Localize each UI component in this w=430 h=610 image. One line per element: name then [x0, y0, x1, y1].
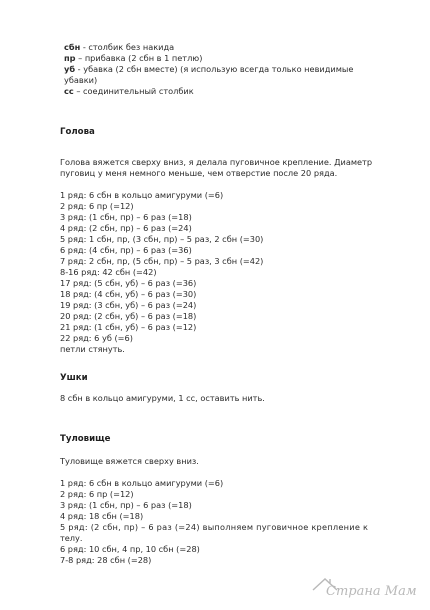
legend-text: - убавка (2 сбн вместе) (я использую всегда только невидимые	[75, 64, 354, 74]
section-title-ears: Ушки	[60, 373, 88, 383]
legend-item-pr	[64, 53, 202, 63]
head-row: 6 ряд: (4 сбн, пр) – 6 раз (=36)	[60, 245, 192, 255]
head-row: 17 ряд: (5 сбн, уб) – 6 раз (=36)	[60, 278, 197, 288]
legend-abbr: пр	[64, 53, 76, 63]
head-row: 18 ряд: (4 сбн, уб) – 6 раз (=30)	[60, 289, 197, 299]
house-roof-icon	[312, 577, 338, 591]
body-row: 7-8 ряд: 28 сбн (=28)	[60, 555, 152, 565]
legend-text: убавки)	[64, 75, 98, 85]
section-title-head: Голова	[60, 127, 95, 137]
legend-text: – соединительный столбик	[73, 86, 194, 96]
watermark-text: Страна Мам	[326, 584, 417, 599]
legend-item-sbn	[64, 42, 174, 52]
head-intro-line-1: Голова вяжется сверху вниз, я делала пуговичное крепление. Диаметр	[60, 157, 373, 167]
body-row-continued: телу.	[60, 533, 83, 543]
legend-item-ub	[64, 64, 353, 74]
body-row: 6 ряд: 10 сбн, 4 пр, 10 сбн (=28)	[60, 544, 200, 554]
head-finish: петли стянуть.	[60, 344, 125, 354]
site-watermark	[326, 584, 417, 599]
head-row: 21 ряд: (1 сбн, уб) – 6 раз (=12)	[60, 322, 197, 332]
head-row: 20 ряд: (2 сбн, уб) – 6 раз (=18)	[60, 311, 197, 321]
body-row: 2 ряд: 6 пр (=12)	[60, 489, 134, 499]
legend-abbr: сбн	[64, 42, 81, 52]
legend-item-ub-continued	[64, 75, 97, 85]
legend-abbr: уб	[64, 64, 76, 74]
legend-item-ss	[64, 86, 194, 96]
head-row: 19 ряд: (3 сбн, уб) – 6 раз (=24)	[60, 300, 197, 310]
legend-abbr: сс	[64, 86, 74, 96]
body-row: 1 ряд: 6 сбн в кольцо амигуруми (=6)	[60, 478, 224, 488]
head-row: 1 ряд: 6 сбн в кольцо амигуруми (=6)	[60, 190, 224, 200]
head-row: 22 ряд: 6 уб (=6)	[60, 333, 133, 343]
head-row: 4 ряд: (2 сбн, пр) – 6 раз (=24)	[60, 223, 192, 233]
body-row: 3 ряд: (1 сбн, пр) – 6 раз (=18)	[60, 500, 192, 510]
section-title-body: Туловище	[60, 434, 111, 444]
legend-text: - столбик без накида	[80, 42, 175, 52]
body-row: 5 ряд: (2 сбн, пр) – 6 раз (=24) выполняем пуговичное крепление к	[60, 522, 369, 532]
head-row: 3 ряд: (1 сбн, пр) – 6 раз (=18)	[60, 212, 192, 222]
head-row: 8-16 ряд: 42 сбн (=42)	[60, 267, 157, 277]
head-intro-line-2: пуговиц у меня немного меньше, чем отверстие после 20 ряда.	[60, 168, 338, 178]
body-intro: Туловище вяжется сверху вниз.	[60, 456, 199, 466]
ears-text: 8 сбн в кольцо амигуруми, 1 сс, оставить нить.	[60, 393, 265, 403]
head-row: 2 ряд: 6 пр (=12)	[60, 201, 134, 211]
body-row: 4 ряд: 18 сбн (=18)	[60, 511, 144, 521]
head-row: 7 ряд: 2 сбн, пр, (5 сбн, пр) – 5 раз, 3 сбн (=42)	[60, 256, 264, 266]
legend-text: – прибавка (2 сбн в 1 петлю)	[75, 53, 203, 63]
head-row: 5 ряд: 1 сбн, пр, (3 сбн, пр) – 5 раз, 2 сбн (=30)	[60, 234, 264, 244]
